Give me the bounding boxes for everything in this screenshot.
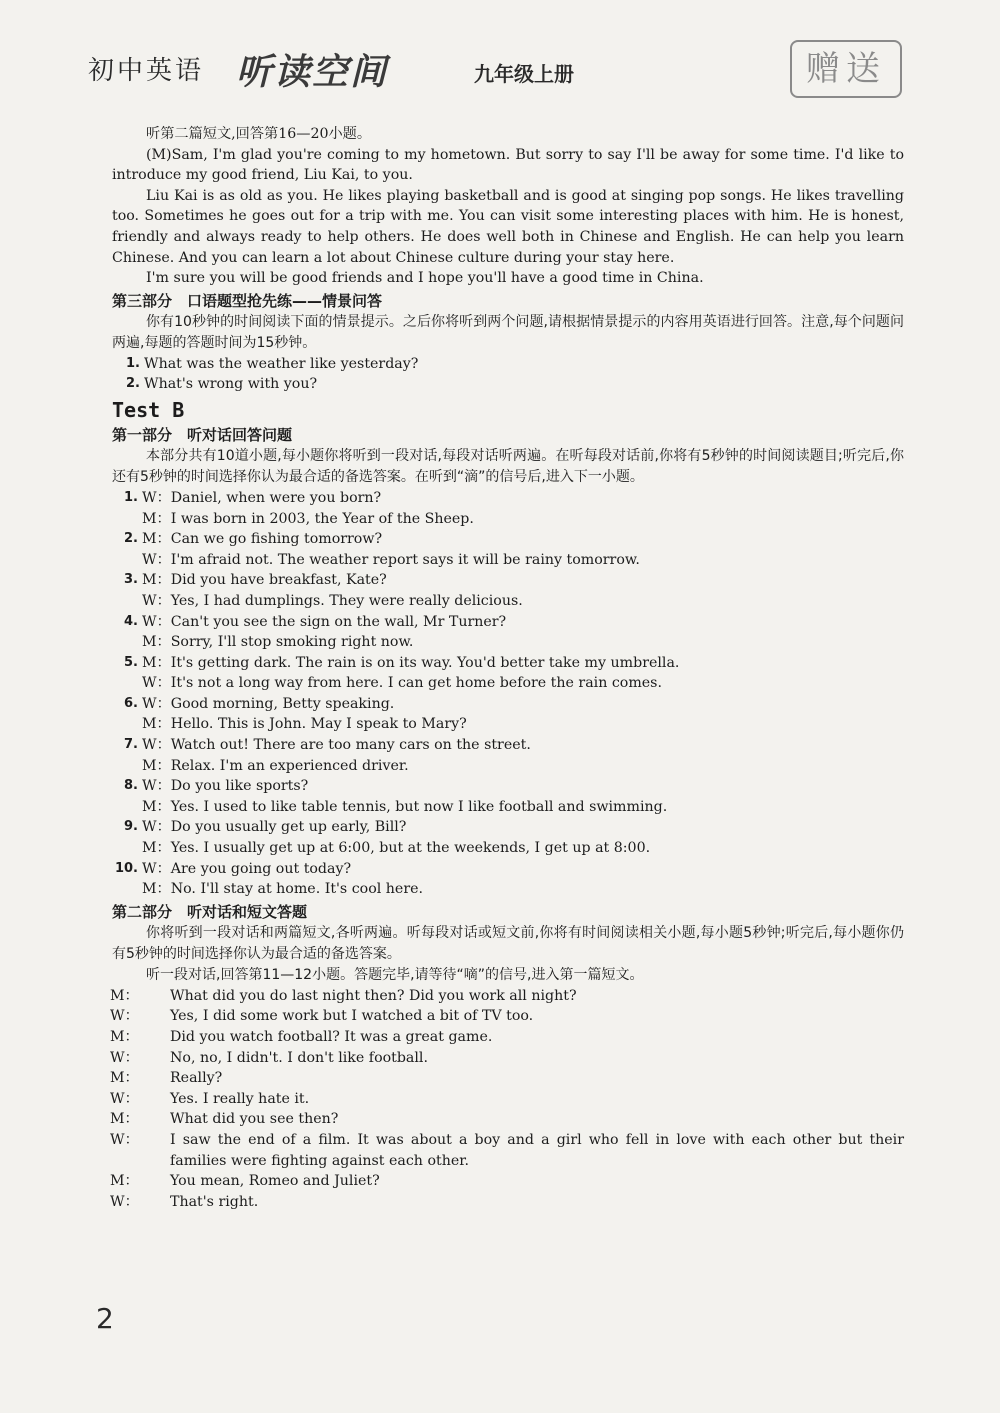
book-brand-logo: 听读空间 [236, 52, 389, 93]
dialogue-number: 3. [124, 572, 138, 588]
question-number: 1. [126, 355, 140, 371]
speaker-label: M： [110, 1029, 139, 1045]
testb-part1-instructions: 本部分共有10道小题,每小题你将听到一段对话,每段对话听两遍。在听每段对话前,你将有5秒钟的时间阅读题目;听完后,你还有5秒钟的时间选择你认为最合适的备选答案。在听到“滴”的信号后,进入下一小题。 [112, 447, 904, 485]
dialogue-text: M：It's getting dark. The rain is on its way. You'd better take my umbrella. [142, 654, 680, 671]
conversation-line [112, 1048, 904, 1069]
dialogue-text: W：Yes, I had dumplings. They were really delicious. [142, 592, 523, 609]
dialogue-line [112, 509, 904, 530]
speaker-label: W： [110, 1090, 139, 1107]
dialogue-number: 10. [114, 860, 138, 876]
dialogue-number: 6. [124, 695, 138, 711]
dialogue-number: 1. [124, 489, 138, 505]
dialogue-number: 5. [124, 654, 138, 670]
conversation-line [112, 1027, 904, 1048]
dialogue-line [112, 859, 904, 880]
dialogue-line [112, 879, 904, 900]
dialogue-text: W：I'm afraid not. The weather report says it will be rainy tomorrow. [142, 551, 640, 568]
dialogue-line [112, 488, 904, 509]
testb-part2-instructions: 你将听到一段对话和两篇短文,各听两遍。听每段对话或短文前,你将有时间阅读相关小题,每小题5秒钟;听完后,每小题你仍有5秒钟的时间选择你认为最合适的备选答案。 [112, 924, 904, 962]
conversation-text: What did you do last night then? Did you work all night? [170, 987, 577, 1004]
conversation-text: I saw the end of a film. It was about a boy and a girl who fell in love with each other but their families were fighting against each other. [170, 1131, 904, 1169]
dialogue-line [112, 694, 904, 715]
conversation-line [112, 1068, 904, 1089]
dialogue-line [112, 653, 904, 674]
dialogue-list [112, 488, 904, 900]
conversation-text: Yes, I did some work but I watched a bit of TV too. [170, 1008, 534, 1025]
dialogue-line [112, 714, 904, 735]
speaker-label: W： [110, 1131, 139, 1148]
testb-part2-heading: 第二部分 听对话和短文答题 [112, 902, 308, 921]
conversation-text: Really? [170, 1070, 223, 1087]
dialogue-number: 2. [124, 531, 138, 547]
part3-heading: 第三部分 口语题型抢先练——情景问答 [112, 291, 383, 310]
testb-part2-intro: 听一段对话,回答第11—12小题。答题完毕,请等待“嘀”的信号,进入第一篇短文。 [146, 966, 644, 983]
speaker-label: M： [110, 1070, 139, 1087]
conversation-line [112, 1089, 904, 1110]
question-text: What was the weather like yesterday? [144, 355, 419, 372]
dialogue-text: M：Did you have breakfast, Kate? [142, 572, 387, 589]
dialogue-text: W：Do you usually get up early, Bill? [142, 819, 407, 836]
conversation-text: You mean, Romeo and Juliet? [170, 1173, 380, 1190]
conversation-text: That's right. [170, 1193, 259, 1210]
dialogue-line [112, 591, 904, 612]
dialogue-text: M：No. I'll stay at home. It's cool here. [142, 881, 424, 898]
dialogue-text: M：Yes. I used to like table tennis, but now I like football and swimming. [142, 798, 668, 815]
question-text: What's wrong with you? [144, 376, 318, 393]
dialogue-line [112, 529, 904, 550]
conversation-text: No, no, I didn't. I don't like football. [170, 1049, 428, 1066]
gift-stamp: 赠送 [790, 40, 902, 98]
dialogue-text: M：Yes. I usually get up at 6:00, but at the weekends, I get up at 8:00. [142, 840, 651, 857]
dialogue-text: W：Can't you see the sign on the wall, Mr Turner? [142, 613, 507, 630]
grade-label: 九年级上册 [474, 62, 574, 86]
conversation-line [112, 1109, 904, 1130]
dialogue-number: 4. [124, 613, 138, 629]
passage2-paragraph: I'm sure you will be good friends and I hope you'll have a good time in China. [146, 270, 704, 287]
dialogue-line [112, 756, 904, 777]
dialogue-text: M：Can we go fishing tomorrow? [142, 531, 383, 548]
dialogue-text: M：Relax. I'm an experienced driver. [142, 757, 409, 774]
dialogue-text: W：Are you going out today? [142, 860, 352, 877]
dialogue-line [112, 817, 904, 838]
dialogue-text: M：Hello. This is John. May I speak to Mary? [142, 716, 467, 733]
book-series-title: 初中英语 [88, 56, 205, 86]
dialogue-line [112, 612, 904, 633]
dialogue-text: M：I was born in 2003, the Year of the Sheep. [142, 510, 474, 527]
page-header [0, 0, 1000, 110]
conversation-line [112, 1192, 904, 1213]
question-number: 2. [126, 376, 140, 392]
passage2-intro: 听第二篇短文,回答第16—20小题。 [146, 126, 372, 142]
conversation-text: What did you see then? [170, 1111, 339, 1128]
testb-part1-heading: 第一部分 听对话回答问题 [112, 425, 293, 444]
speaker-label: W： [110, 1049, 139, 1066]
dialogue-text: W：Do you like sports? [142, 778, 309, 795]
conversation [112, 986, 904, 1213]
part3-question [112, 374, 904, 395]
dialogue-text: M：Sorry, I'll stop smoking right now. [142, 634, 414, 651]
speaker-label: M： [110, 1111, 139, 1128]
dialogue-number: 7. [124, 737, 138, 753]
dialogue-line [112, 838, 904, 859]
dialogue-text: W：Watch out! There are too many cars on the street. [142, 737, 531, 754]
conversation-line [112, 1171, 904, 1192]
part3-instructions: 你有10秒钟的时间阅读下面的情景提示。之后你将听到两个问题,请根据情景提示的内容用英语进行回答。注意,每个问题问两遍,每题的答题时间为15秒钟。 [112, 313, 904, 351]
dialogue-line [112, 673, 904, 694]
dialogue-line [112, 776, 904, 797]
dialogue-text: W：Good morning, Betty speaking. [142, 695, 395, 712]
page-content [112, 124, 904, 1212]
conversation-text: Yes. I really hate it. [170, 1090, 310, 1107]
speaker-label: W： [110, 1008, 139, 1025]
passage2-paragraph: Liu Kai is as old as you. He likes playing basketball and is good at singing pop songs. He likes travelling too. Sometimes he goes out for a trip with me. You can visit some interesting places with him. He is honest, friendly and always ready to help others. He does well both in Chinese and English. He can help you learn Chinese. And you can learn a lot about Chinese culture during your stay here. [112, 187, 904, 266]
dialogue-number: 9. [124, 819, 138, 835]
passage2-paragraph: (M)Sam, I'm glad you're coming to my hometown. But sorry to say I'll be away for some time. I'd like to introduce my good friend, Liu Kai, to you. [112, 146, 904, 184]
speaker-label: M： [110, 987, 139, 1004]
page-number: 2 [96, 1302, 114, 1335]
conversation-line [112, 986, 904, 1007]
test-b-title: Test B [112, 397, 185, 422]
dialogue-line [112, 632, 904, 653]
dialogue-text: W：Daniel, when were you born? [142, 489, 382, 506]
dialogue-text: W：It's not a long way from here. I can get home before the rain comes. [142, 675, 662, 692]
dialogue-line [112, 570, 904, 591]
part3-question [112, 354, 904, 375]
conversation-line [112, 1006, 904, 1027]
dialogue-number: 8. [124, 778, 138, 794]
conversation-line [112, 1130, 904, 1171]
speaker-label: W： [110, 1193, 139, 1210]
dialogue-line [112, 550, 904, 571]
conversation-text: Did you watch football? It was a great game. [170, 1029, 493, 1045]
dialogue-line [112, 735, 904, 756]
speaker-label: M： [110, 1173, 139, 1190]
dialogue-line [112, 797, 904, 818]
